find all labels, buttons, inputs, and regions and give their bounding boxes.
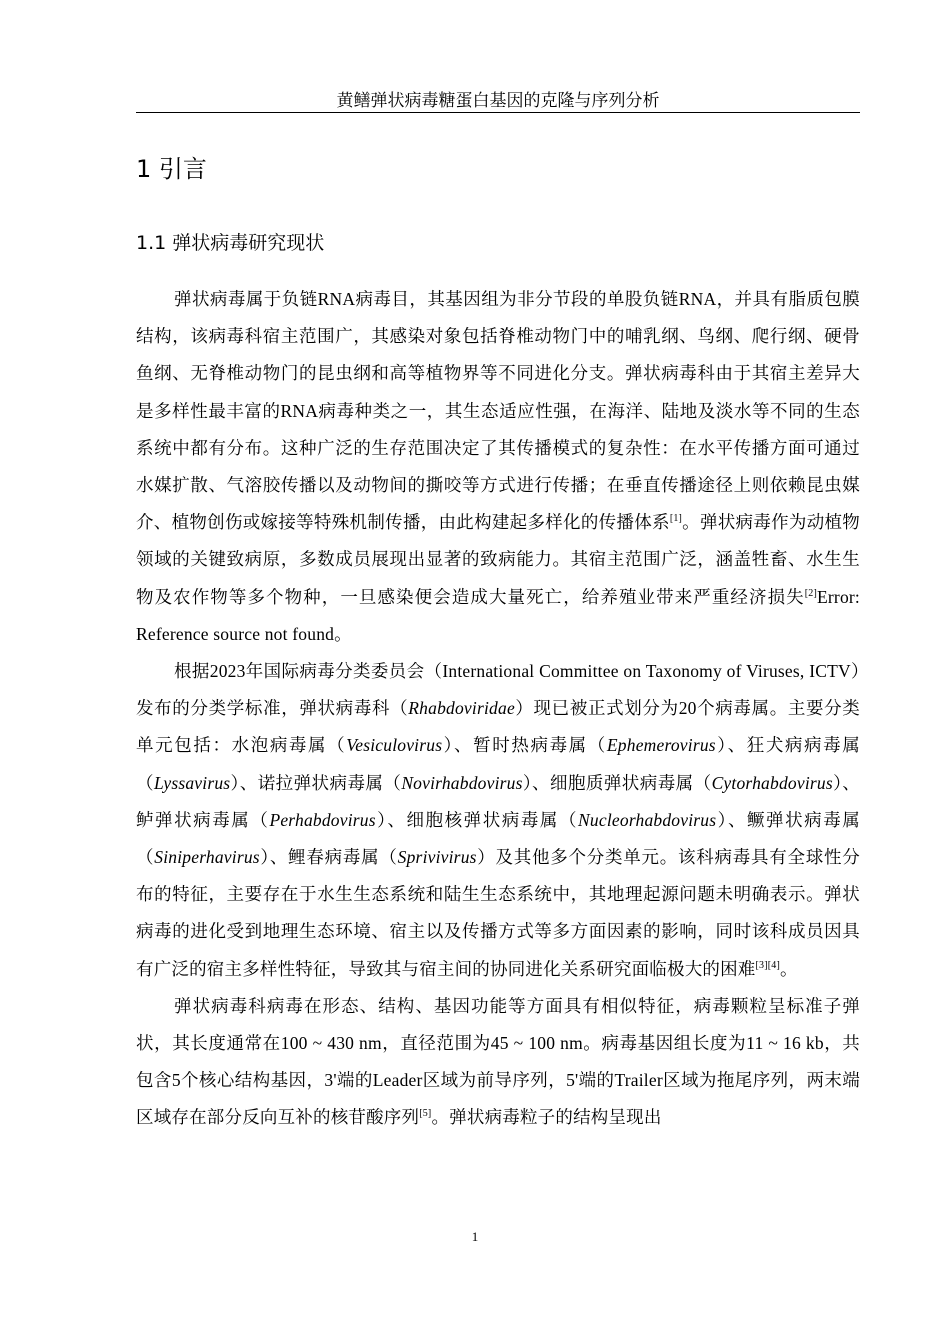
chapter-title: 1 引言: [136, 155, 207, 183]
citation-ref: [3][4]: [755, 959, 781, 971]
text-run: Error: Reference source not found。: [136, 586, 860, 644]
text-run: 弹状病毒科病毒在形态、结构、基因功能等方面具有相似特征，病毒颗粒呈标准子弹状，其长度通常在100 ~ 430 nm，直径范围为45 ~ 100 nm。病毒基因组长度为11 ~ 16 kb，共包含5个核心结构基因，3'端的Leader区域为前导序列，5'端的Trailer区域为拖尾序列，两末端区域存在部分反向互补的核苷酸序列: [136, 995, 860, 1128]
text-run: 根据2023年国际病毒分类委员会（International Committee on Taxonomy of Viruses, ICTV）发布的分类学标准，弹状病毒科（: [136, 661, 860, 719]
paragraph-2: [136, 653, 860, 988]
taxon-name: Lyssavirus: [153, 772, 231, 793]
taxon-name: Ephemerovirus: [606, 735, 716, 756]
taxon-name: Cytorhabdovirus: [711, 772, 833, 793]
text-run: 弹状病毒属于负链RNA病毒目，其基因组为非分节段的单股负链RNA，并具有脂质包膜结构，该病毒科宿主范围广，其感染对象包括脊椎动物门中的哺乳纲、鸟纲、爬行纲、硬骨鱼纲、无脊椎动物门的昆虫纲和高等植物界等不同进化分支。弹状病毒科由于其宿主差异大是多样性最丰富的RNA病毒种类之一，其生态适应性强，在海洋、陆地及淡水等不同的生态系统中都有分布。这种广泛的生存范围决定了其传播模式的复杂性：在水平传播方面可通过水媒扩散、气溶胶传播以及动物间的撕咬等方式进行传播；在垂直传播途径上则依赖昆虫媒介、植物创伤或嫁接等特殊机制传播，由此构建起多样化的传播体系: [136, 289, 860, 533]
text-run: ）、暂时热病毒属（: [442, 735, 607, 756]
header-rule: [136, 112, 860, 113]
text-run: 。弹状病毒粒子的结构呈现出: [431, 1107, 662, 1128]
taxon-name: Sprivivirus: [397, 847, 477, 868]
section-title: 1.1 弹状病毒研究现状: [136, 232, 325, 254]
body-text: [136, 281, 860, 1137]
citation-ref: [1]: [669, 513, 683, 525]
taxon-name: Siniperhavirus: [154, 847, 260, 868]
text-run: ）、鲤春病毒属（: [259, 847, 398, 868]
text-run: ）、细胞质弹状病毒属（: [522, 772, 712, 793]
running-header: 黄鳝弹状病毒糖蛋白基因的克隆与序列分析: [336, 91, 660, 110]
text-run: ）现已被正式划分为20个病毒属。主要分类单元包括：水泡病毒属（: [136, 698, 861, 756]
text-run: ）及其他多个分类单元。该科病毒具有全球性分布的特征，主要存在于水生生态系统和陆生生态系统中，其地理起源问题未明确表示。弹状病毒的进化受到地理生态环境、宿主以及传播方式等多方面因素的影响，同时该科成员因具有广泛的宿主多样性特征，导致其与宿主间的协同进化关系研究面临极大的困难: [136, 847, 861, 979]
citation-ref: [2]: [804, 587, 817, 599]
taxon-name: Nucleorhabdovirus: [578, 809, 717, 830]
text-run: ）、鳜弹状病毒属（: [136, 809, 861, 868]
taxon-name: Vesiculovirus: [346, 735, 443, 756]
text-run: ）、诺拉弹状病毒属（: [230, 772, 402, 793]
text-run: 。: [780, 958, 798, 979]
taxon-name: Perhabdovirus: [269, 809, 376, 830]
text-run: ）、狂犬病病毒属（: [136, 735, 860, 793]
text-run: ）、鲈弹状病毒属（: [136, 772, 861, 830]
paragraph-1: [136, 281, 860, 653]
text-run: 。弹状病毒作为动植物领域的关键致病原，多数成员展现出显著的致病能力。其宿主范围广泛，涵盖牲畜、水生生物及农作物等多个物种，一旦感染便会造成大量死亡，给养殖业带来严重经济损失: [136, 512, 861, 607]
text-run: ）、细胞核弹状病毒属（: [375, 809, 579, 830]
taxon-name: Rhabdoviridae: [408, 698, 515, 719]
taxon-name: Novirhabdovirus: [401, 772, 523, 793]
citation-ref: [5]: [419, 1108, 432, 1120]
paragraph-3: [136, 988, 860, 1137]
page-number: 1: [471, 1229, 479, 1244]
